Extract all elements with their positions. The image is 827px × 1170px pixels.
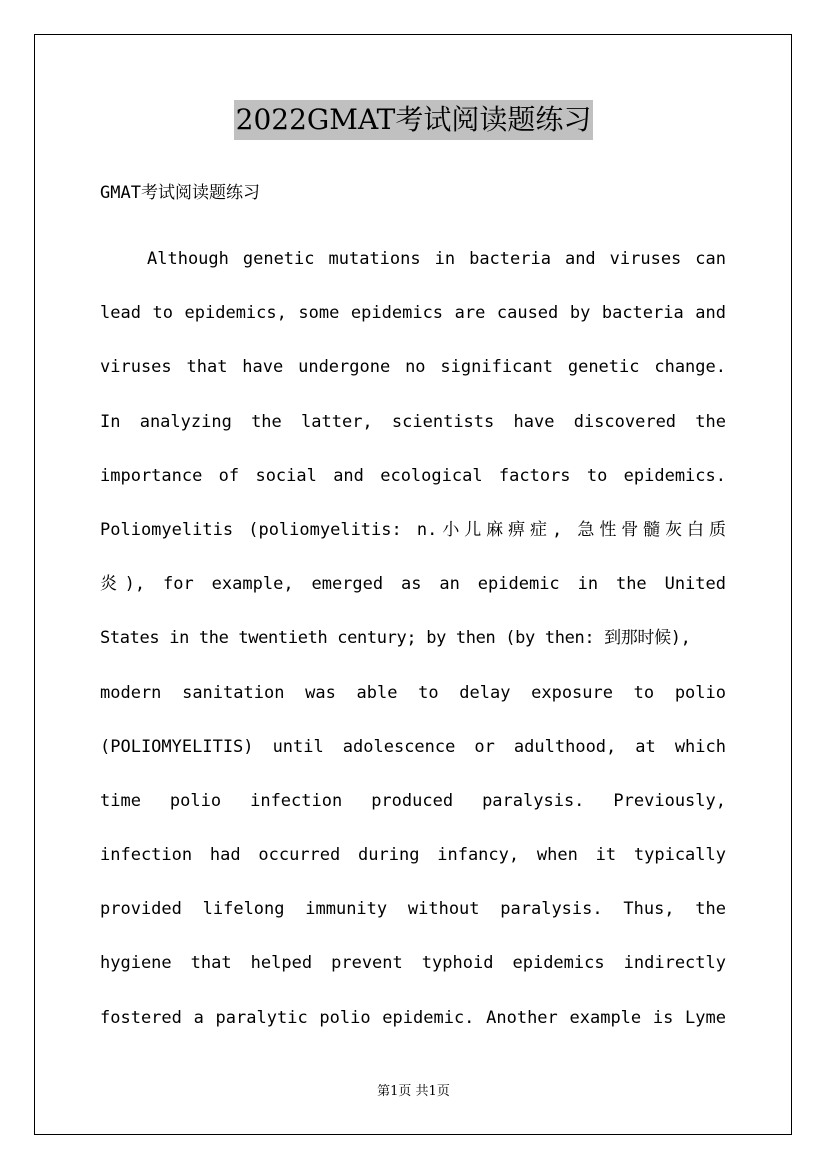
paragraph-line: (POLIOMYELITIS) until adolescence or adulthood, at which	[100, 736, 726, 757]
paragraph-line: Poliomyelitis (poliomyelitis: n.小儿麻痹症, 急性骨髓灰白质	[100, 519, 726, 540]
paragraph-line: fostered a paralytic polio epidemic. Another example is Lyme	[100, 1007, 726, 1028]
paragraph-line: 炎), for example, emerged as an epidemic in the United	[100, 574, 726, 595]
page-footer: 第1页 共1页	[377, 1084, 450, 1099]
paragraph-line: modern sanitation was able to delay exposure to polio	[100, 682, 726, 703]
paragraph-line: infection had occurred during infancy, when it typically	[100, 845, 726, 866]
paragraph-line: provided lifelong immunity without paralysis. Thus, the	[100, 899, 726, 920]
paragraph-line: States in the twentieth century; by then (by then: 到那时候),	[100, 628, 691, 649]
paragraph-line: time polio infection produced paralysis. Previously,	[100, 790, 726, 811]
paragraph-line: viruses that have undergone no significant genetic change.	[100, 357, 726, 378]
paragraph-line: In analyzing the latter, scientists have discovered the	[100, 411, 726, 432]
paragraph-line: lead to epidemics, some epidemics are caused by bacteria and	[100, 303, 726, 324]
paragraph-line: Although genetic mutations in bacteria and viruses can	[147, 249, 726, 269]
document-title: 2022GMAT考试阅读题练习	[234, 100, 594, 140]
paragraph-line: importance of social and ecological factors to epidemics.	[100, 465, 726, 486]
document-subtitle: GMAT考试阅读题练习	[100, 183, 260, 203]
body-paragraph	[100, 232, 726, 1045]
paragraph-line: hygiene that helped prevent typhoid epidemics indirectly	[100, 953, 726, 974]
title-container	[0, 100, 827, 140]
